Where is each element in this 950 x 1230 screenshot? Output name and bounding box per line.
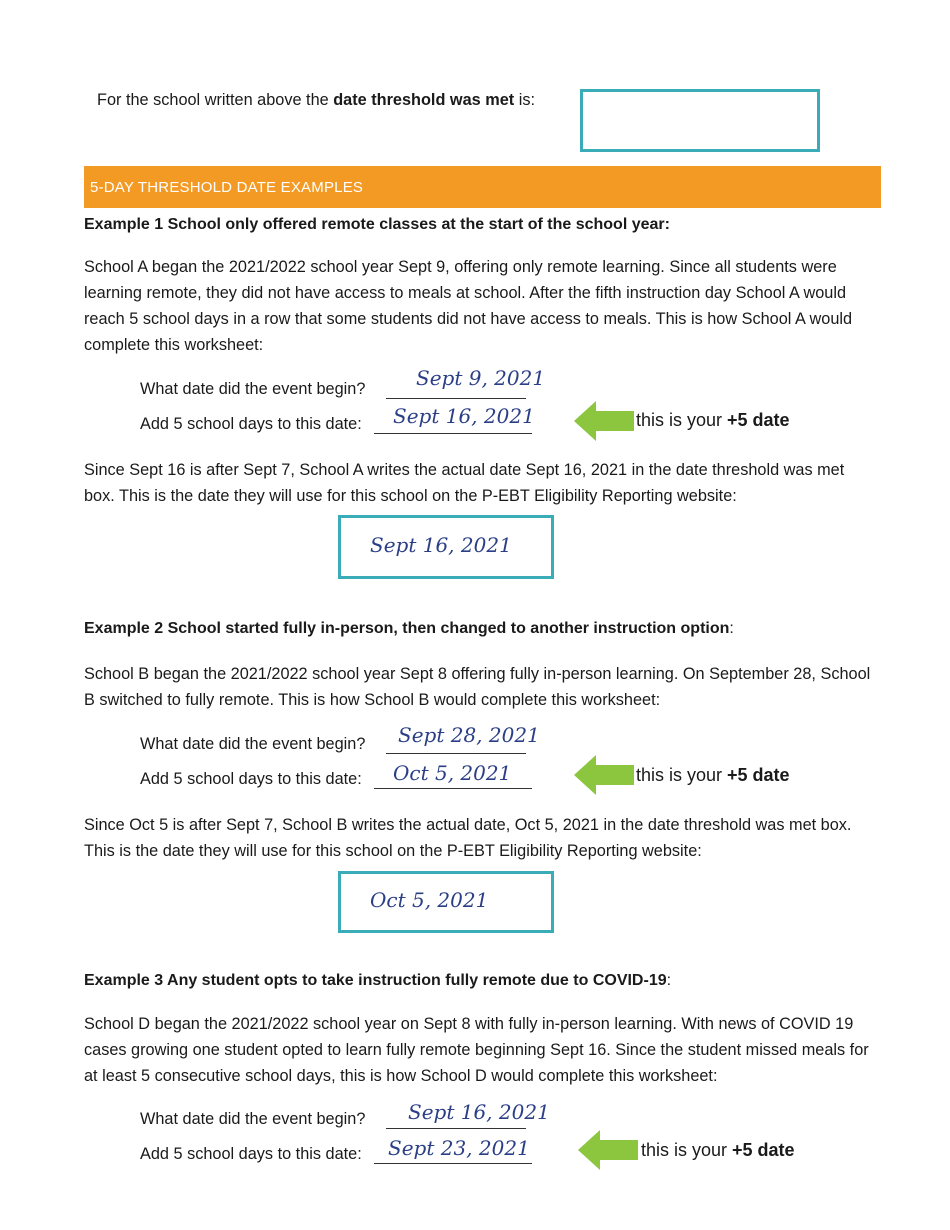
example-3-begin-date: Sept 16, 2021: [408, 1100, 550, 1124]
example-2-heading: [84, 620, 734, 638]
example-2-heading-text: Example 2 School started fully in-person, then changed to another instruction option: [84, 620, 730, 637]
example-3-heading-text: Example 3 Any student opts to take instruction fully remote due to COVID-19: [84, 972, 667, 989]
example-1-explanation: Since Sept 16 is after Sept 7, School A writes the actual date Sept 16, 2021 in the date threshold was met box. This is the date they will use for this school on the P-EBT Eligibility Reporting website:: [84, 461, 845, 505]
arrow-left-icon: [578, 1130, 638, 1170]
example-2-plus5-line[interactable]: [374, 788, 532, 789]
section-banner: 5-DAY THRESHOLD DATE EXAMPLES: [84, 166, 881, 208]
example-2-begin-date: Sept 28, 2021: [398, 723, 540, 747]
example-1-heading-text: Example 1 School only offered remote classes at the start of the school year:: [84, 216, 670, 233]
example-1-begin-date: Sept 9, 2021: [416, 366, 546, 390]
threshold-prompt-suffix: is:: [514, 91, 535, 109]
example-2-heading-tail: :: [729, 620, 734, 637]
example-3-plus5-date: Sept 23, 2021: [388, 1136, 530, 1160]
example-1-description: School A began the 2021/2022 school year Sept 9, offering only remote learning. Since all students were learning remote, they did not have access to meals at school. After the fifth instruction day School A would reach 5 school days in a row that some students did not have access to meals. This is how School A would complete this worksheet:: [84, 258, 853, 354]
threshold-prompt: [97, 91, 535, 110]
threshold-date-box[interactable]: [580, 89, 820, 152]
example-2-begin-line[interactable]: [386, 753, 526, 754]
example-1-plus5-note: [636, 410, 790, 431]
example-3-heading: [84, 972, 671, 990]
example-2-plus5-label: Add 5 school days to this date:: [140, 770, 362, 788]
example-2-plus5-date: Oct 5, 2021: [393, 761, 512, 785]
example-1-plus5-date: Sept 16, 2021: [393, 404, 535, 428]
example-1-begin-line[interactable]: [386, 398, 526, 399]
example-1-begin-label: What date did the event begin?: [140, 380, 366, 398]
plus5-note-bold: +5 date: [727, 765, 790, 785]
example-2-explanation: Since Oct 5 is after Sept 7, School B writes the actual date, Oct 5, 2021 in the date threshold was met box. This is the date they will use for this school on the P-EBT Eligibility Reporting website:: [84, 816, 852, 860]
example-3-plus5-label: Add 5 school days to this date:: [140, 1145, 362, 1163]
plus5-note-bold: +5 date: [732, 1140, 795, 1160]
threshold-prompt-prefix: For the school written above the: [97, 91, 334, 109]
arrow-left-icon: [574, 755, 634, 795]
example-2-begin-label: What date did the event begin?: [140, 735, 366, 753]
example-3-plus5-note: [641, 1140, 795, 1161]
example-3-heading-tail: :: [666, 972, 672, 989]
plus5-note-prefix: this is your: [641, 1140, 733, 1160]
plus5-note-prefix: this is your: [636, 410, 728, 430]
example-1-heading: [84, 216, 670, 234]
example-2-box-date: Oct 5, 2021: [370, 888, 489, 912]
example-1-plus5-line[interactable]: [374, 433, 532, 434]
plus5-note-prefix: this is your: [636, 765, 728, 785]
example-3-description: School D began the 2021/2022 school year on Sept 8 with fully in-person learning. With news of COVID 19 cases growing one student opted to learn fully remote beginning Sept 16. Since the student missed meals for at least 5 consecutive school days, this is how School D would complete this worksheet:: [84, 1015, 869, 1085]
example-3-begin-label: What date did the event begin?: [140, 1110, 366, 1128]
example-2-plus5-note: [636, 765, 790, 786]
example-1-box-date: Sept 16, 2021: [370, 533, 512, 557]
example-3-begin-line[interactable]: [386, 1128, 526, 1129]
example-1-plus5-label: Add 5 school days to this date:: [140, 415, 362, 433]
example-3-plus5-line[interactable]: [374, 1163, 532, 1164]
example-2-description: School B began the 2021/2022 school year Sept 8 offering fully in-person learning. On September 28, School B switched to fully remote. This is how School B would complete this worksheet:: [84, 665, 871, 709]
arrow-left-icon: [574, 401, 634, 441]
threshold-prompt-bold: date threshold was met: [333, 91, 515, 109]
plus5-note-bold: +5 date: [727, 410, 790, 430]
